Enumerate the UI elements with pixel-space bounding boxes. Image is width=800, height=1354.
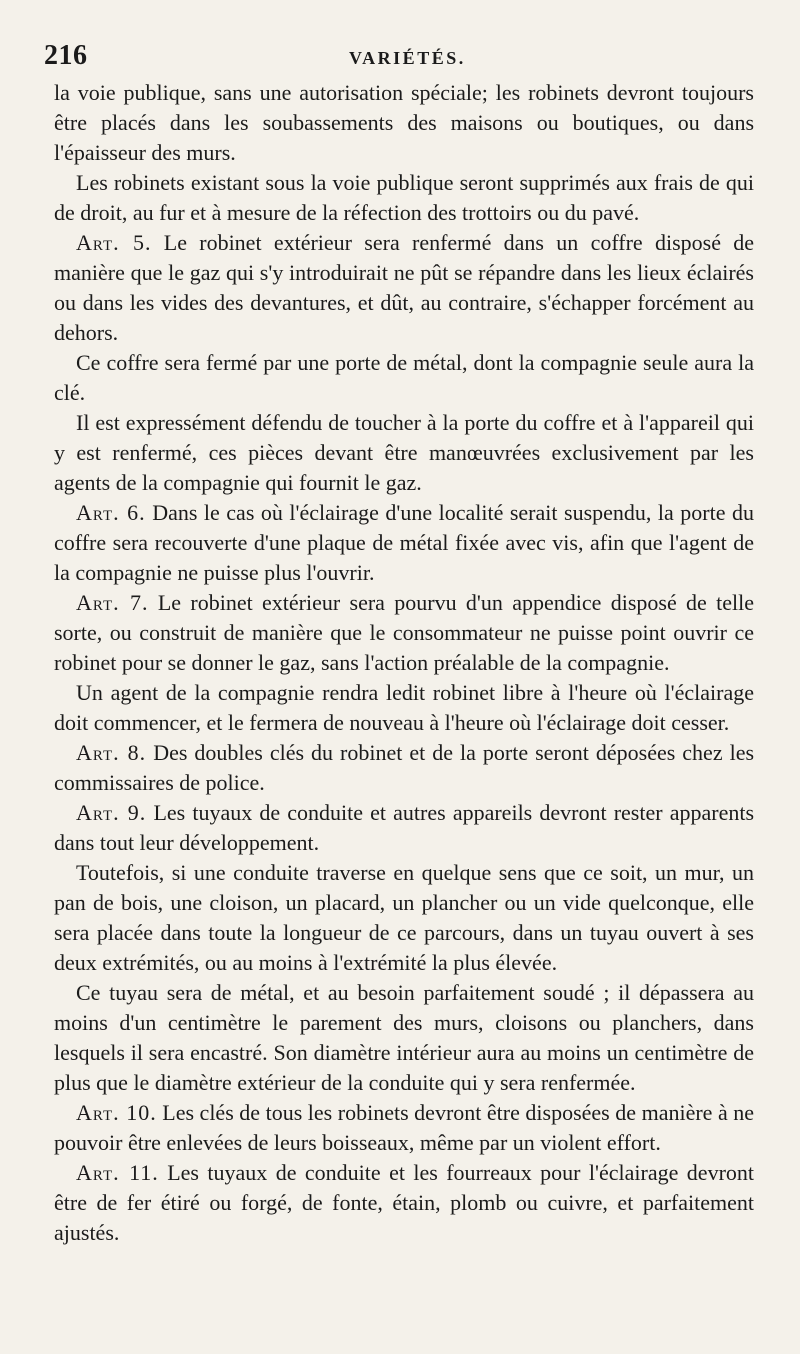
paragraph-text: Ce tuyau sera de métal, et au besoin parfaitement soudé ; il dépassera au moins d'un centimètre le parement des murs, cloisons ou planchers, dans lesquels il sera encastré. Son diamètre intérieur aura au moins un centimètre de plus que le diamètre extérieur de la conduite qui y sera renfermée. bbox=[54, 980, 754, 1095]
paragraph bbox=[54, 978, 754, 1098]
paragraph-text: Les robinets existant sous la voie publique seront supprimés aux frais de qui de droit, au fur et à mesure de la réfection des trottoirs ou du pavé. bbox=[54, 170, 754, 225]
paragraph bbox=[54, 78, 754, 168]
paragraph-text: Des doubles clés du robinet et de la porte seront déposées chez les commissaires de police. bbox=[54, 740, 755, 795]
article-label: Art. 11. bbox=[76, 1160, 159, 1185]
paragraph-text: Dans le cas où l'éclairage d'une localité serait suspendu, la porte du coffre sera recouverte d'une plaque de métal fixée avec vis, afin que l'agent de la compagnie ne puisse plus l'ouvrir. bbox=[54, 500, 755, 585]
article-label: Art. 8. bbox=[76, 740, 147, 765]
paragraph-text: Un agent de la compagnie rendra ledit robinet libre à l'heure où l'éclairage doit commencer, et le fermera de nouveau à l'heure où l'éclairage doit cesser. bbox=[54, 680, 754, 735]
paragraph bbox=[54, 348, 754, 408]
article-label: Art. 10. bbox=[76, 1100, 157, 1125]
article-label: Art. 5. bbox=[76, 230, 152, 255]
paragraph-text: Les tuyaux de conduite et les fourreaux pour l'éclairage devront être de fer étiré ou forgé, de fonte, étain, plomb ou cuivre, et parfaitement ajustés. bbox=[54, 1160, 755, 1245]
article-11 bbox=[54, 1158, 754, 1248]
running-title: VARIÉTÉS. bbox=[349, 48, 466, 68]
article-10 bbox=[54, 1098, 754, 1158]
page-number: 216 bbox=[44, 40, 88, 71]
article-6 bbox=[54, 498, 754, 588]
article-7 bbox=[54, 588, 754, 678]
article-label: Art. 7. bbox=[76, 590, 149, 615]
paragraph-text: Le robinet extérieur sera pourvu d'un appendice disposé de telle sorte, ou construit de manière que le consommateur ne puisse point ouvrir ce robinet pour se donner le gaz, sans l'action préalable de la compagnie. bbox=[54, 590, 755, 675]
paragraph-text: la voie publique, sans une autorisation spéciale; les robinets devront toujours être placés dans les soubassements des maisons ou boutiques, ou dans l'épaisseur des murs. bbox=[54, 80, 754, 165]
article-label: Art. 9. bbox=[76, 800, 147, 825]
article-8 bbox=[54, 738, 754, 798]
paragraph-text: Les clés de tous les robinets devront être disposées de manière à ne pouvoir être enlevées de leurs boisseaux, même par un violent effort. bbox=[54, 1100, 755, 1155]
paragraph-text: Toutefois, si une conduite traverse en quelque sens que ce soit, un mur, un pan de bois, une cloison, un placard, un plancher ou un vide quelconque, elle sera placée dans toute la longueur de ce parcours, dans un tuyau ouvert à ses deux extrémités, ou au moins à l'extrémité la plus élevée. bbox=[54, 860, 754, 975]
paragraph-text: Il est expressément défendu de toucher à la porte du coffre et à l'appareil qui y est renfermé, ces pièces devant être manœuvrées exclusivement par les agents de la compagnie qui fournit le gaz. bbox=[54, 410, 754, 495]
paragraph bbox=[54, 678, 754, 738]
article-5 bbox=[54, 228, 754, 348]
paragraph-text: Ce coffre sera fermé par une porte de métal, dont la compagnie seule aura la clé. bbox=[54, 350, 754, 405]
article-9 bbox=[54, 798, 754, 858]
paragraph bbox=[54, 168, 754, 228]
paragraph bbox=[54, 858, 754, 978]
paragraph bbox=[54, 408, 754, 498]
article-label: Art. 6. bbox=[76, 500, 146, 525]
paragraph-text: Le robinet extérieur sera renfermé dans un coffre disposé de manière que le gaz qui s'y introduirait ne pût se répandre dans les lieux éclairés ou dans les vides des devantures, et dût, au contraire, s'échapper forcément au dehors. bbox=[54, 230, 755, 345]
page-header bbox=[44, 38, 760, 78]
page-body bbox=[54, 78, 754, 1248]
paragraph-text: Les tuyaux de conduite et autres appareils devront rester apparents dans tout leur développement. bbox=[54, 800, 755, 855]
